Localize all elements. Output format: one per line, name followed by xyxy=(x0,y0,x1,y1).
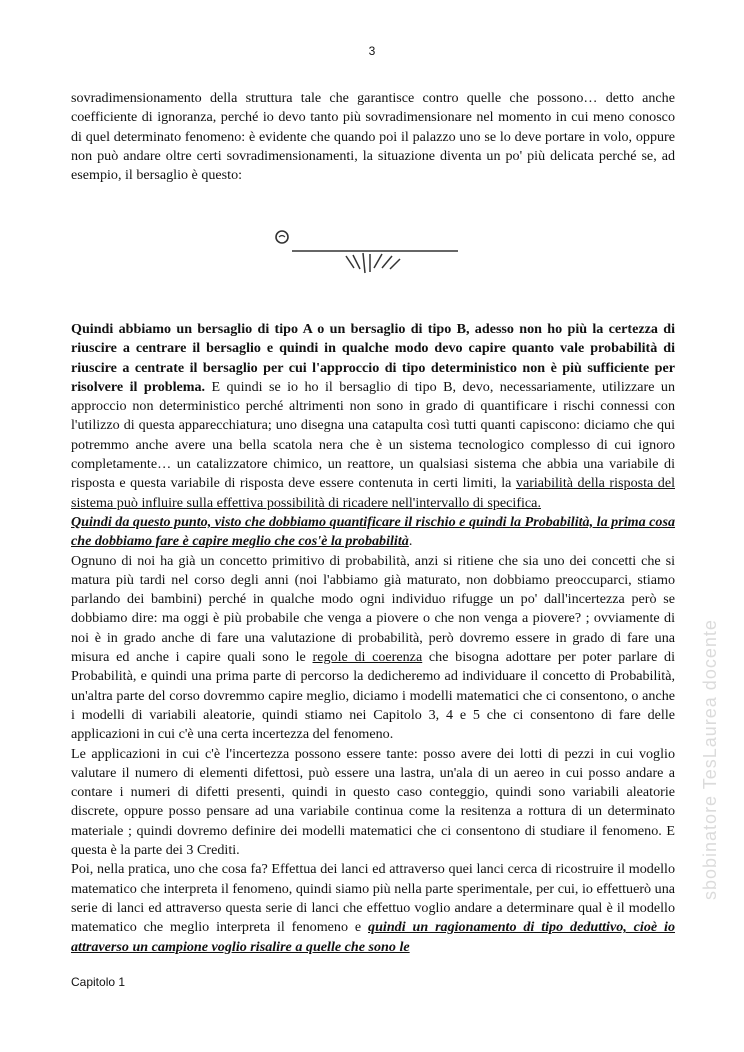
page-number: 3 xyxy=(368,44,376,58)
projectile-circle xyxy=(276,231,288,243)
paragraph-intro xyxy=(71,89,675,185)
text-run: ; uno disegna una catapulta così tutti quanti capiscono: diciamo che qui potremmo anche avere una bella scatola nera che è un sistema tecnologico complesso di cui ignoro completamente… un catalizzatore chimico, un reattore, un qualsiasi sistema che abbia una variabile di risposta e questa variabile di risposta deve essere contenuta in certi limiti, la xyxy=(71,417,675,492)
text-run: Quindi abbiamo un bersaglio di tipo A o un bersaglio di tipo B, adesso non ho più la certezza di riuscire a centrare il bersaglio e quindi in qualche modo devo capire quanto vale probabilità di riuscire a centrate il bersaglio per cui l'approccio di tipo deterministico non è più sufficiente per risolvere il problema. xyxy=(71,321,675,395)
text-run: che bisogna adottare per poter parlare di Probabilità, e quindi una prima parte di percorso la dedicheremo ad individuare il concetto di Probabilità, un'altra parte del corso dovremmo capire meglio, diciamo i modelli matematici che ci consentono, o anche i modelli di variabili aleatorie, quindi stiamo nei Capitolo 3, 4 e 5 che ci consentono di fare delle applicazioni in cui c'è una certa incertezza del fenomeno. xyxy=(71,649,675,743)
paragraph-targets xyxy=(71,320,675,513)
text-run: Le applicazioni in cui c'è l'incertezza possono essere tante: posso avere dei lotti di pezzi in cui voglio valutare il numero di elementi difettosi, può essere una lastra, un'ala di un aereo in cui posso andare a contare i numeri di difetti presenti, quindi in questo caso conteggio, quindi sono variabili aleatorie discrete, oppure posso pensare ad una variabile continua come la resitenza a rottura di un determinato materiale ; quindi dovremo definire dei modelli matematici che ci consentono di studiare il fenomeno. E questa è la parte dei 3 Crediti. xyxy=(71,745,675,859)
text-run: sovradimensionamento della struttura xyxy=(71,90,301,106)
target-sketch-figure xyxy=(262,216,462,286)
text-run: . xyxy=(408,533,413,550)
watermark-text: sbobinatore TesLaurea docente xyxy=(700,619,720,900)
text-run: detto anche coefficiente di ignoranza, perché io devo tanto più sovradimensionare nel momento in cui meno conosco di quel determinato fenomeno: è evidente che quando poi il palazzo uno se lo deve portare in volo, oppure non può andare oltre certi sovradimensionamenti, xyxy=(71,90,675,164)
paragraph-practice xyxy=(71,860,675,956)
text-run: delicata perché se, ad esempio, il bersaglio è questo: xyxy=(71,147,675,184)
paragraph-probability-concept xyxy=(71,552,675,745)
text-run: Quindi da questo punto, visto che dobbiamo quantificare il rischio e quindi la Probabilità, la prima cosa che dobbiamo fare è capire meglio che cos'è la probabilità xyxy=(71,513,675,550)
text-run: quindi un ragionamento di tipo deduttivo, cioè io attraverso un campione voglio risalire a quelle che sono le xyxy=(71,919,675,955)
body-text-main xyxy=(71,320,675,957)
target-spikes-icon xyxy=(346,253,400,273)
paragraph-probability-intro xyxy=(71,513,675,552)
page-footer: Capitolo 1 xyxy=(71,975,126,989)
projectile-mark xyxy=(279,236,285,238)
text-run: regole di coerenza xyxy=(312,649,423,666)
text-run: Ognuno di noi ha già un concetto primitivo di probabilità, anzi si ritiene che sia uno dei concetti che si matura più tardi nel corso degli anni (noi l'abbiamo già maturato, non dobbiamo preoccuparci, stiamo parlando dei bambini) perché in qualche modo ogni individuo rifugge un po' dall'incertezza però se dobbiamo dire: ma oggi è più probabile che venga a piovere o che non venga a piovere? ; ovviamente di noi è in grado anche di fare una valutazione di probabilità, però dovremo essere in grado di fare una misura ed anche i capire quali sono le xyxy=(71,552,675,666)
paragraph-applications xyxy=(71,745,675,861)
text-run: tale che garantisce contro quelle che possono… xyxy=(300,90,598,106)
text-run: la situazione diventa un po' più xyxy=(362,147,546,164)
text-run: E quindi se io ho il bersaglio di tipo B, devo, necessariamente, utilizzare un approccio non deterministico perché altrimenti non sono in grado di xyxy=(71,378,675,415)
body-text-top xyxy=(71,89,675,185)
text-run: Poi, nella pratica, uno che cosa fa? Effettua dei lanci ed attraverso quei lanci cerca di ricostruire il modello matematico che interpreta il fenomeno, quindi siamo più nella parte sperimentale, per cui, io effettuerò una serie di lanci ed attraverso questa serie di lanci che effettuo voglio andare a determinare qual è il modello matematico che meglio interpreta il fenomeno e xyxy=(71,861,675,936)
text-run: quantificare i rischi connessi con l'utilizzo di questa apparecchiatura xyxy=(71,398,675,434)
text-run: variabilità della risposta del sistema può influire sulla effettiva possibilità di ricadere nell'intervallo di specifica. xyxy=(71,475,675,511)
